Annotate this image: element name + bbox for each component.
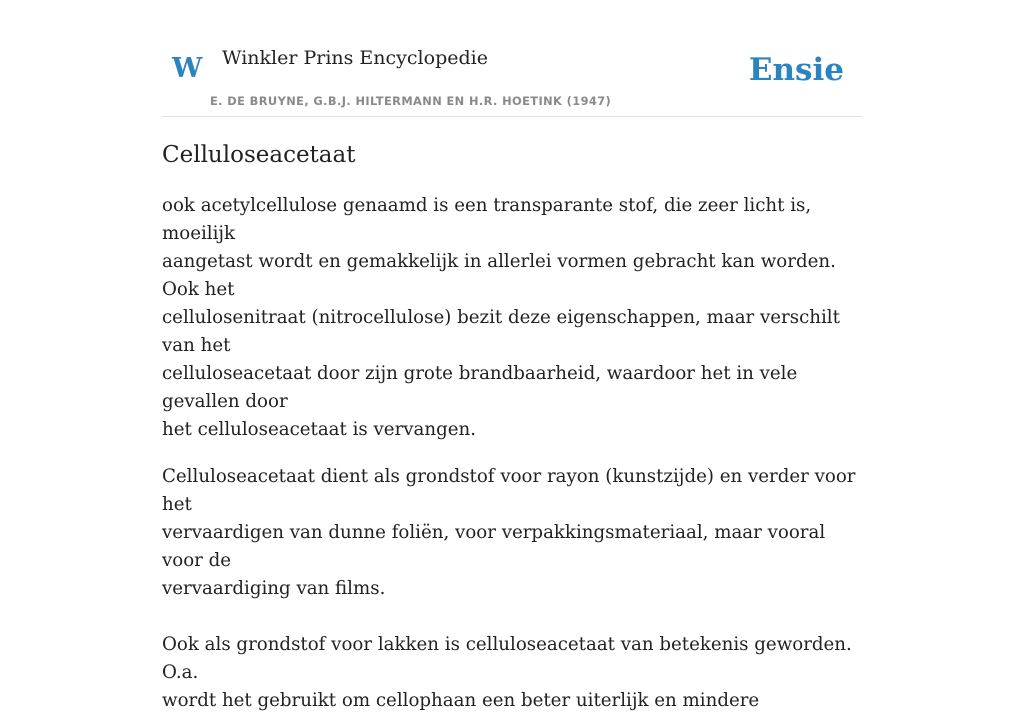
publication-authors: E. DE BRUYNE, G.B.J. HILTERMANN EN H.R. HOETINK (1947) bbox=[210, 94, 612, 108]
entry-title: Celluloseacetaat bbox=[162, 142, 356, 168]
paragraph: ook acetylcellulose genaamd is een transparante stof, die zeer licht is, moeilijk aangetast wordt en gemakkelijk in allerlei vormen gebracht kan worden. Ook het cellulosenitraat (nitrocellulose) bezit deze eigenschappen, maar verschilt van het celluloseacetaat door zijn grote brandbaarheid, waardoor het in vele gevallen door het celluloseacetaat is vervangen. bbox=[162, 195, 840, 440]
publication-logo[interactable]: W bbox=[172, 53, 203, 84]
ensie-logo[interactable]: Ensie bbox=[748, 52, 844, 88]
paragraph: Celluloseacetaat dient als grondstof voor rayon (kunstzijde) en verder voor het vervaardigen van dunne foliën, voor verpakkingsmateriaal, maar vooral voor de vervaardiging van films. bbox=[162, 466, 856, 599]
article-body bbox=[162, 138, 862, 715]
publication-title[interactable]: Winkler Prins Encyclopedie bbox=[222, 47, 488, 69]
article-header bbox=[162, 0, 862, 117]
paragraph: Ook als grondstof voor lakken is celluloseacetaat van betekenis geworden. O.a. wordt het gebruikt om cellophaan een beter uiterlijk en mindere bbox=[162, 634, 852, 711]
